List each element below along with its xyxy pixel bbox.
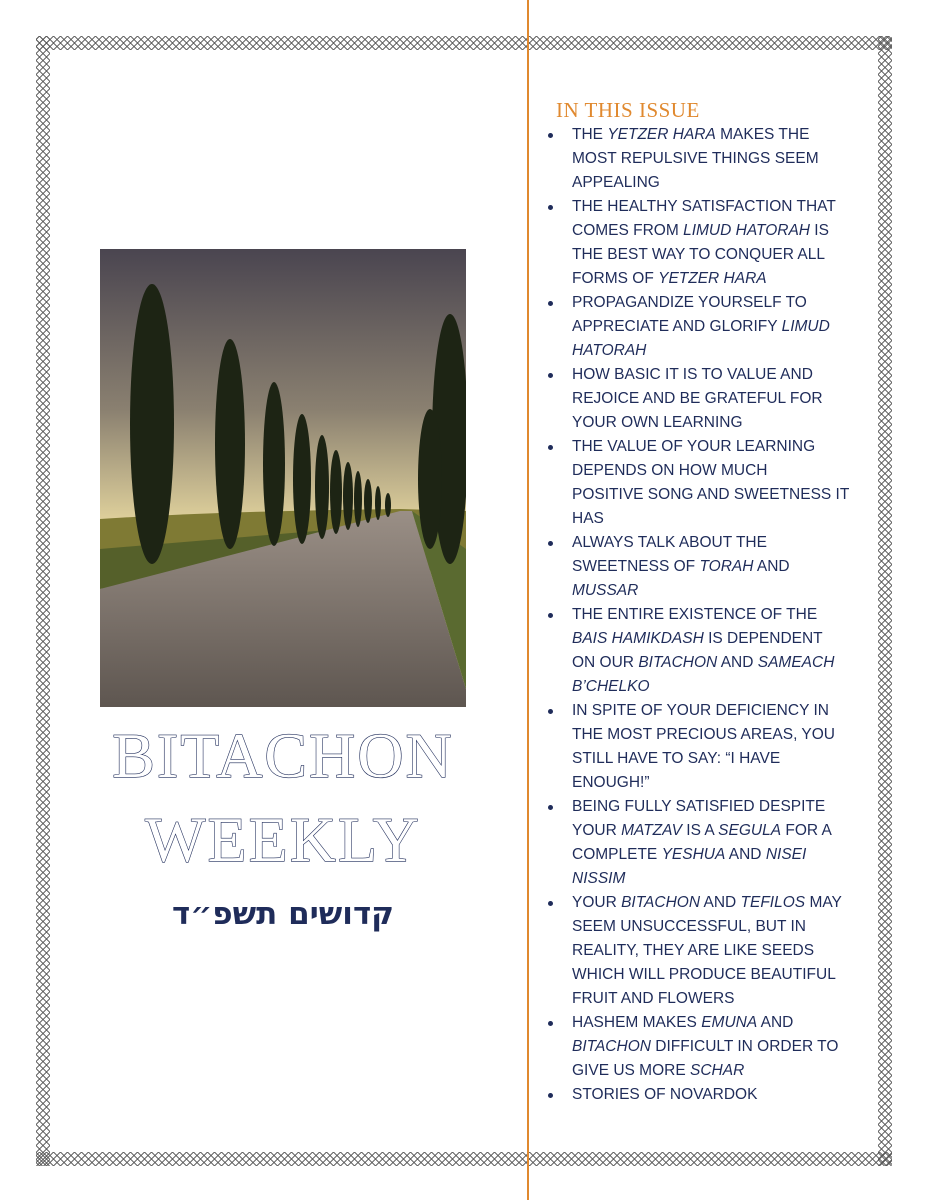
border-top <box>36 36 892 50</box>
border-bottom <box>36 1152 892 1166</box>
contents-item-line <box>572 171 853 195</box>
contents-item <box>548 435 853 531</box>
contents-text: MAKES THE <box>715 126 810 143</box>
contents-item-line <box>572 579 853 603</box>
contents-text: THE ENTIRE EXISTENCE OF THE <box>572 606 818 623</box>
contents-text: TEFILOS <box>740 894 806 911</box>
contents-text: AND <box>753 558 790 575</box>
contents-text: BITACHON <box>572 1038 651 1055</box>
contents-text: STORIES OF NOVARDOK <box>572 1086 758 1103</box>
contents-item-line <box>572 483 853 507</box>
contents-text: B’CHELKO <box>572 678 650 695</box>
contents-text: THE <box>572 126 608 143</box>
contents-text: FOR A <box>781 822 832 839</box>
contents-text: SEGULA <box>718 822 782 839</box>
contents-item-line <box>572 339 853 363</box>
contents-text: FRUIT AND FLOWERS <box>572 990 735 1007</box>
contents-text: ON OUR <box>572 654 639 671</box>
contents-text: SWEETNESS OF <box>572 558 700 575</box>
contents-text: HAS <box>572 510 604 527</box>
column-divider <box>527 0 529 1200</box>
contents-item-line <box>572 219 853 243</box>
contents-item-line <box>572 963 853 987</box>
contents-text: LIMUD <box>781 318 830 335</box>
contents-item <box>548 1083 853 1107</box>
contents-item-line <box>572 363 853 387</box>
contents-text: BITACHON <box>621 894 701 911</box>
contents-item-line <box>572 1083 853 1107</box>
contents-item <box>548 291 853 363</box>
contents-item-line <box>572 123 853 147</box>
contents-text: HATORAH <box>572 342 647 359</box>
contents-item-line <box>572 291 853 315</box>
contents-text: YETZER HARA <box>658 270 767 287</box>
contents-item-line <box>572 315 853 339</box>
contents-item-line <box>572 507 853 531</box>
parsha-label: קדושים תשפ״ד <box>171 896 394 932</box>
contents-text: AND <box>717 654 758 671</box>
contents-text: YOUR <box>572 894 622 911</box>
contents-text: SEEM UNSUCCESSFUL, BUT IN <box>572 918 806 935</box>
contents-text: THE BEST WAY TO CONQUER ALL <box>572 246 825 263</box>
contents-item <box>548 795 853 891</box>
contents-text: REALITY, THEY ARE LIKE SEEDS <box>572 942 815 959</box>
contents-text: FORMS OF <box>572 270 659 287</box>
contents-text: YETZER HARA <box>607 126 716 143</box>
contents-item-line <box>572 243 853 267</box>
contents-text: THE VALUE OF YOUR LEARNING <box>572 438 816 455</box>
contents-text: YOUR OWN LEARNING <box>572 414 743 431</box>
contents-text: BAIS HAMIKDASH <box>572 630 704 647</box>
contents-item-line <box>572 1011 853 1035</box>
contents-text: POSITIVE SONG AND SWEETNESS IT <box>572 486 850 503</box>
contents-item-line <box>572 531 853 555</box>
contents-text: DIFFICULT IN ORDER TO <box>650 1038 839 1055</box>
contents-item-line <box>572 843 853 867</box>
contents-item-line <box>572 267 853 291</box>
masthead-title-line2: WEEKLY <box>145 804 421 875</box>
contents-text: WHICH WILL PRODUCE BEAUTIFUL <box>572 966 836 983</box>
contents-item-line <box>572 459 853 483</box>
contents-text: SAMEACH <box>757 654 835 671</box>
contents-text: AND <box>725 846 766 863</box>
contents-text: DEPENDS ON HOW MUCH <box>572 462 768 479</box>
contents-item-line <box>572 675 853 699</box>
contents-text: MATZAV <box>621 822 682 839</box>
contents-text: REJOICE AND BE GRATEFUL FOR <box>572 390 823 407</box>
contents-text: THE MOST PRECIOUS AREAS, YOU <box>572 726 835 743</box>
contents-item-line <box>572 819 853 843</box>
contents-item-line <box>572 627 853 651</box>
masthead-title-line1: BITACHON <box>112 720 454 791</box>
contents-item-line <box>572 387 853 411</box>
contents-item <box>548 195 853 291</box>
contents-text: HASHEM MAKES <box>572 1014 702 1031</box>
contents-text: GIVE US MORE <box>572 1062 690 1079</box>
contents-text: AND <box>757 1014 794 1031</box>
contents-text: APPRECIATE AND GLORIFY <box>572 318 782 335</box>
contents-text: MOST REPULSIVE THINGS SEEM <box>572 150 819 167</box>
contents-list <box>548 123 853 1107</box>
contents-text: THE HEALTHY SATISFACTION THAT <box>572 198 836 215</box>
contents-text: ENOUGH!” <box>572 774 650 791</box>
border-left <box>36 36 50 1166</box>
contents-text: PROPAGANDIZE YOURSELF TO <box>572 294 807 311</box>
contents-text: BEING FULLY SATISFIED DESPITE <box>572 798 826 815</box>
contents-text: NISSIM <box>572 870 626 887</box>
contents-text: SCHAR <box>690 1062 745 1079</box>
contents-item-line <box>572 771 853 795</box>
contents-heading: IN THIS ISSUE <box>556 98 700 122</box>
contents-text: BITACHON <box>638 654 718 671</box>
contents-text: EMUNA <box>701 1014 758 1031</box>
contents-item-line <box>572 603 853 627</box>
contents-text: NISEI <box>765 846 807 863</box>
border-right <box>878 36 892 1166</box>
contents-item-line <box>572 939 853 963</box>
contents-item-line <box>572 867 853 891</box>
contents-item-line <box>572 795 853 819</box>
contents-item-line <box>572 1059 853 1083</box>
contents-text: MUSSAR <box>572 582 639 599</box>
contents-text: HOW BASIC IT IS TO VALUE AND <box>572 366 813 383</box>
contents-text: COMES FROM <box>572 222 684 239</box>
contents-item-line <box>572 891 853 915</box>
contents-item <box>548 699 853 795</box>
contents-item <box>548 891 853 1011</box>
contents-item-line <box>572 195 853 219</box>
cover-photo <box>100 249 466 707</box>
contents-item-line <box>572 699 853 723</box>
contents-item <box>548 123 853 195</box>
contents-text: COMPLETE <box>572 846 662 863</box>
contents-text: STILL HAVE TO SAY: “I HAVE <box>572 750 781 767</box>
contents-item <box>548 531 853 603</box>
contents-text: LIMUD HATORAH <box>683 222 810 239</box>
contents-item-line <box>572 723 853 747</box>
contents-text: IN SPITE OF YOUR DEFICIENCY IN <box>572 702 829 719</box>
contents-item-line <box>572 747 853 771</box>
contents-text: MAY <box>805 894 842 911</box>
contents-item <box>548 363 853 435</box>
contents-text: IS <box>809 222 829 239</box>
contents-item <box>548 1011 853 1083</box>
contents-text: ALWAYS TALK ABOUT THE <box>572 534 767 551</box>
contents-text: YOUR <box>572 822 622 839</box>
contents-item-line <box>572 411 853 435</box>
contents-text: YESHUA <box>661 846 726 863</box>
contents-text: AND <box>700 894 741 911</box>
contents-item <box>548 603 853 699</box>
contents-item-line <box>572 987 853 1011</box>
contents-item-line <box>572 147 853 171</box>
contents-item-line <box>572 555 853 579</box>
contents-text: TORAH <box>699 558 754 575</box>
contents-item-line <box>572 651 853 675</box>
contents-text: IS DEPENDENT <box>703 630 823 647</box>
contents-item-line <box>572 915 853 939</box>
contents-text: APPEALING <box>572 174 660 191</box>
contents-text: IS A <box>681 822 719 839</box>
contents-item-line <box>572 1035 853 1059</box>
contents-item-line <box>572 435 853 459</box>
